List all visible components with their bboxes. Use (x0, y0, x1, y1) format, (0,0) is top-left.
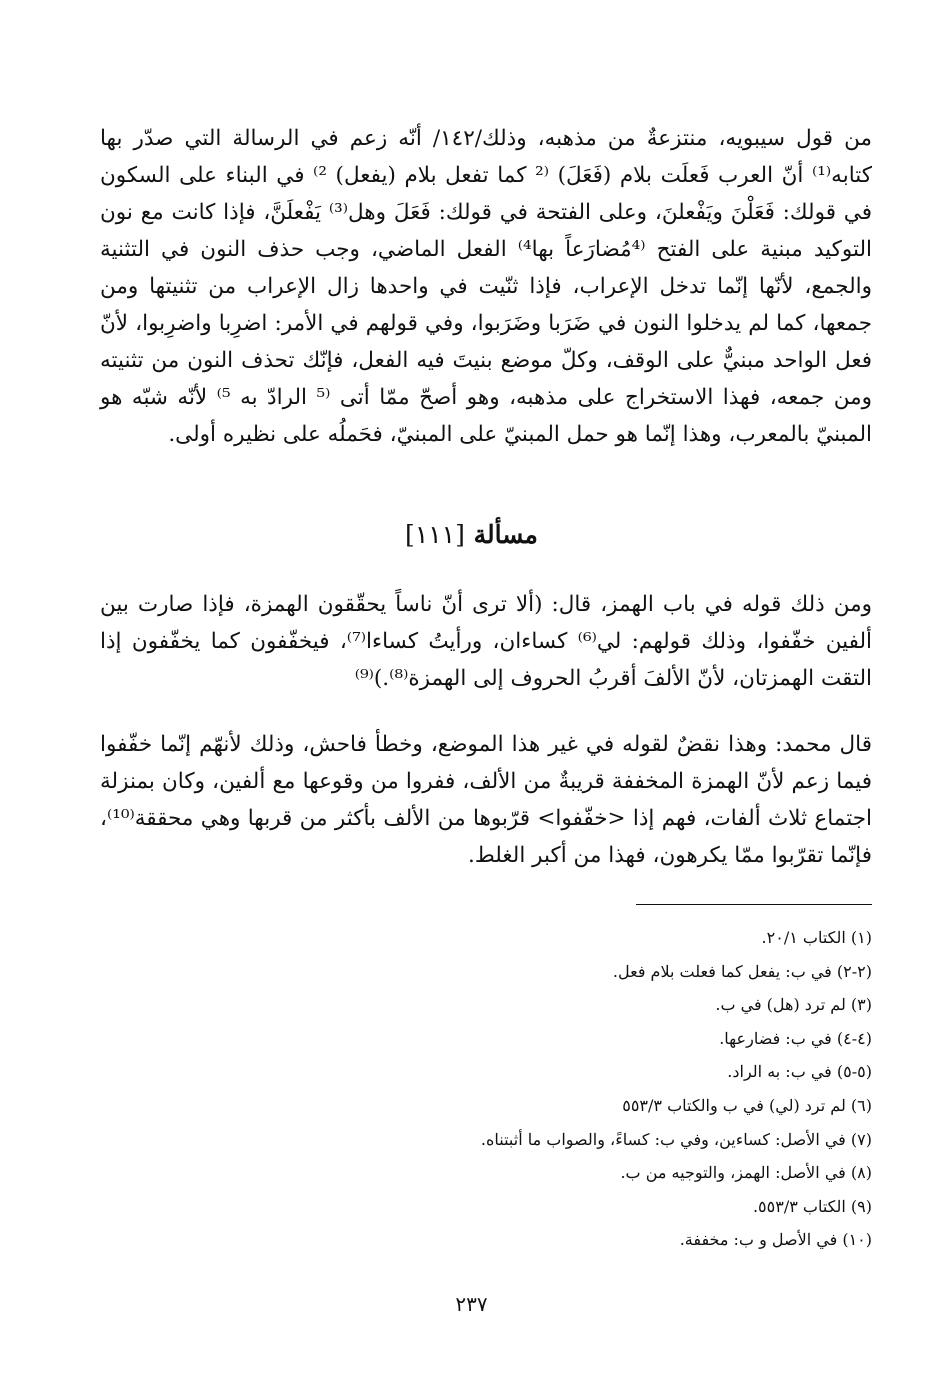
footnote-item: (٢-٢) في ب: يفعل كما فعلت بلام فعل. (612, 961, 872, 981)
footnote-item: (٣) لم ترد (هل) في ب. (715, 995, 872, 1015)
body-paragraph-1 (100, 120, 872, 453)
heading-number: [١١١] (405, 520, 465, 549)
footnote-item: (٥-٥) في ب: به الراد. (727, 1062, 872, 1082)
footnote-item: (٩) الكتاب ٥٥٣/٣. (752, 1196, 872, 1216)
page-number: ٢٣٧ (455, 1292, 488, 1316)
footnote-item: (٧) في الأصل: كساءين، وفي ب: كساءً، والصواب ما أثبتناه. (480, 1129, 872, 1149)
footnote-item: (٤-٤) في ب: فضارعها. (719, 1028, 872, 1048)
footnote-item: (١) الكتاب ٢٠/١. (761, 928, 872, 947)
body-paragraph-3 (100, 726, 872, 874)
footnotes-list (100, 921, 872, 1257)
heading-title: مسألة (473, 520, 538, 549)
paragraph-text: ومن ذلك قوله في باب الهمز، قال: (ألا ترى أنّ ناساً يحقّقون الهمزة، فإذا صارت بين ألفين خفّفوا، وذلك قولهم: لي⁽⁶⁾ كساءان، ورأيتُ كساءا⁽⁷⁾، فيخفّفون كما يخفّفون إذا التقت الهمزتان، لأنّ الألفَ أقربُ الحروف إلى الهمزة⁽⁸⁾.)⁽⁹⁾ (100, 592, 872, 691)
footnote-item: (١٠) في الأصل و ب: مخففة. (679, 1230, 872, 1250)
body-paragraph-2 (100, 586, 872, 697)
paragraph-text: قال محمد: وهذا نقضٌ لقوله في غير هذا الموضع، وخطأ فاحش، وذلك لأنهّم إنّما خفّفوا فيما زعم لأنّ الهمزة المخففة قريبةٌ من الألف، ففروا من وقوعها مع ألفين، وكان بمنزلة اجتماع ثلاث ألفات، فهم إذا <خفّفوا> قرّبوها من الألف بأكثر من قربها وهي محققة⁽¹⁰⁾، فإنّما تقرّبوا ممّا يكرهون، فهذا من أكبر الغلط. (100, 732, 872, 868)
section-heading (0, 520, 943, 549)
footnote-item: (٨) في الأصل: الهمز، والتوجيه من ب. (620, 1163, 872, 1183)
footnote-divider (636, 904, 872, 905)
footnote-item: (٦) لم ترد (لي) في ب والكتاب ٥٥٣/٣ (622, 1095, 872, 1115)
paragraph-text: من قول سيبويه، منتزعةٌ من مذهبه، وذلك/١٤٢/ أنّه زعم في الرسالة التي صدّر بها كتابه⁽¹⁾ أنّ العرب فَعلَت بلام (فَعَلَ) ⁽² كما تفعل بلام (يفعل) ²⁾ في البناء على السكون في قولك: فَعَلْنَ ويَفْعلنَ، وعلى الفتحة في قولك: فَعَلَ وهل⁽³⁾ يَفْعلَنَّ، فإذا كانت مع نون التوكيد مبنية على الفتح ⁽⁴مُضارَعاً بها⁴⁾ الفعل الماضي، وجب حذف النون في التثنية والجمع، لأنّها إنّما تدخل الإعراب، فإذا ثنّيت في واحدها زال الإعراب من تثنيتها ومن جمعها، كما لم يدخلوا النون في ضَرَبا وضَرَبوا، وفي قولهم في الأمر: اضرِبا واضرِبوا، لأنّ فعل الواحد مبنيٌّ على الوقف، وكلّ موضع بنيتَ فيه الفعل، فإنّك تحذف النون من تثنيته ومن جمعه، فهذا الاستخراج على مذهبه، وهو أصحّ ممّا أتى ⁽⁵ الرادّ به ⁵⁾ لأنّه شبّه هو المبنيّ بالمعرب، وهذا إنّما هو حمل المبنيّ على المبنيّ، فحَملُه على نظيره أولى. (100, 126, 873, 447)
